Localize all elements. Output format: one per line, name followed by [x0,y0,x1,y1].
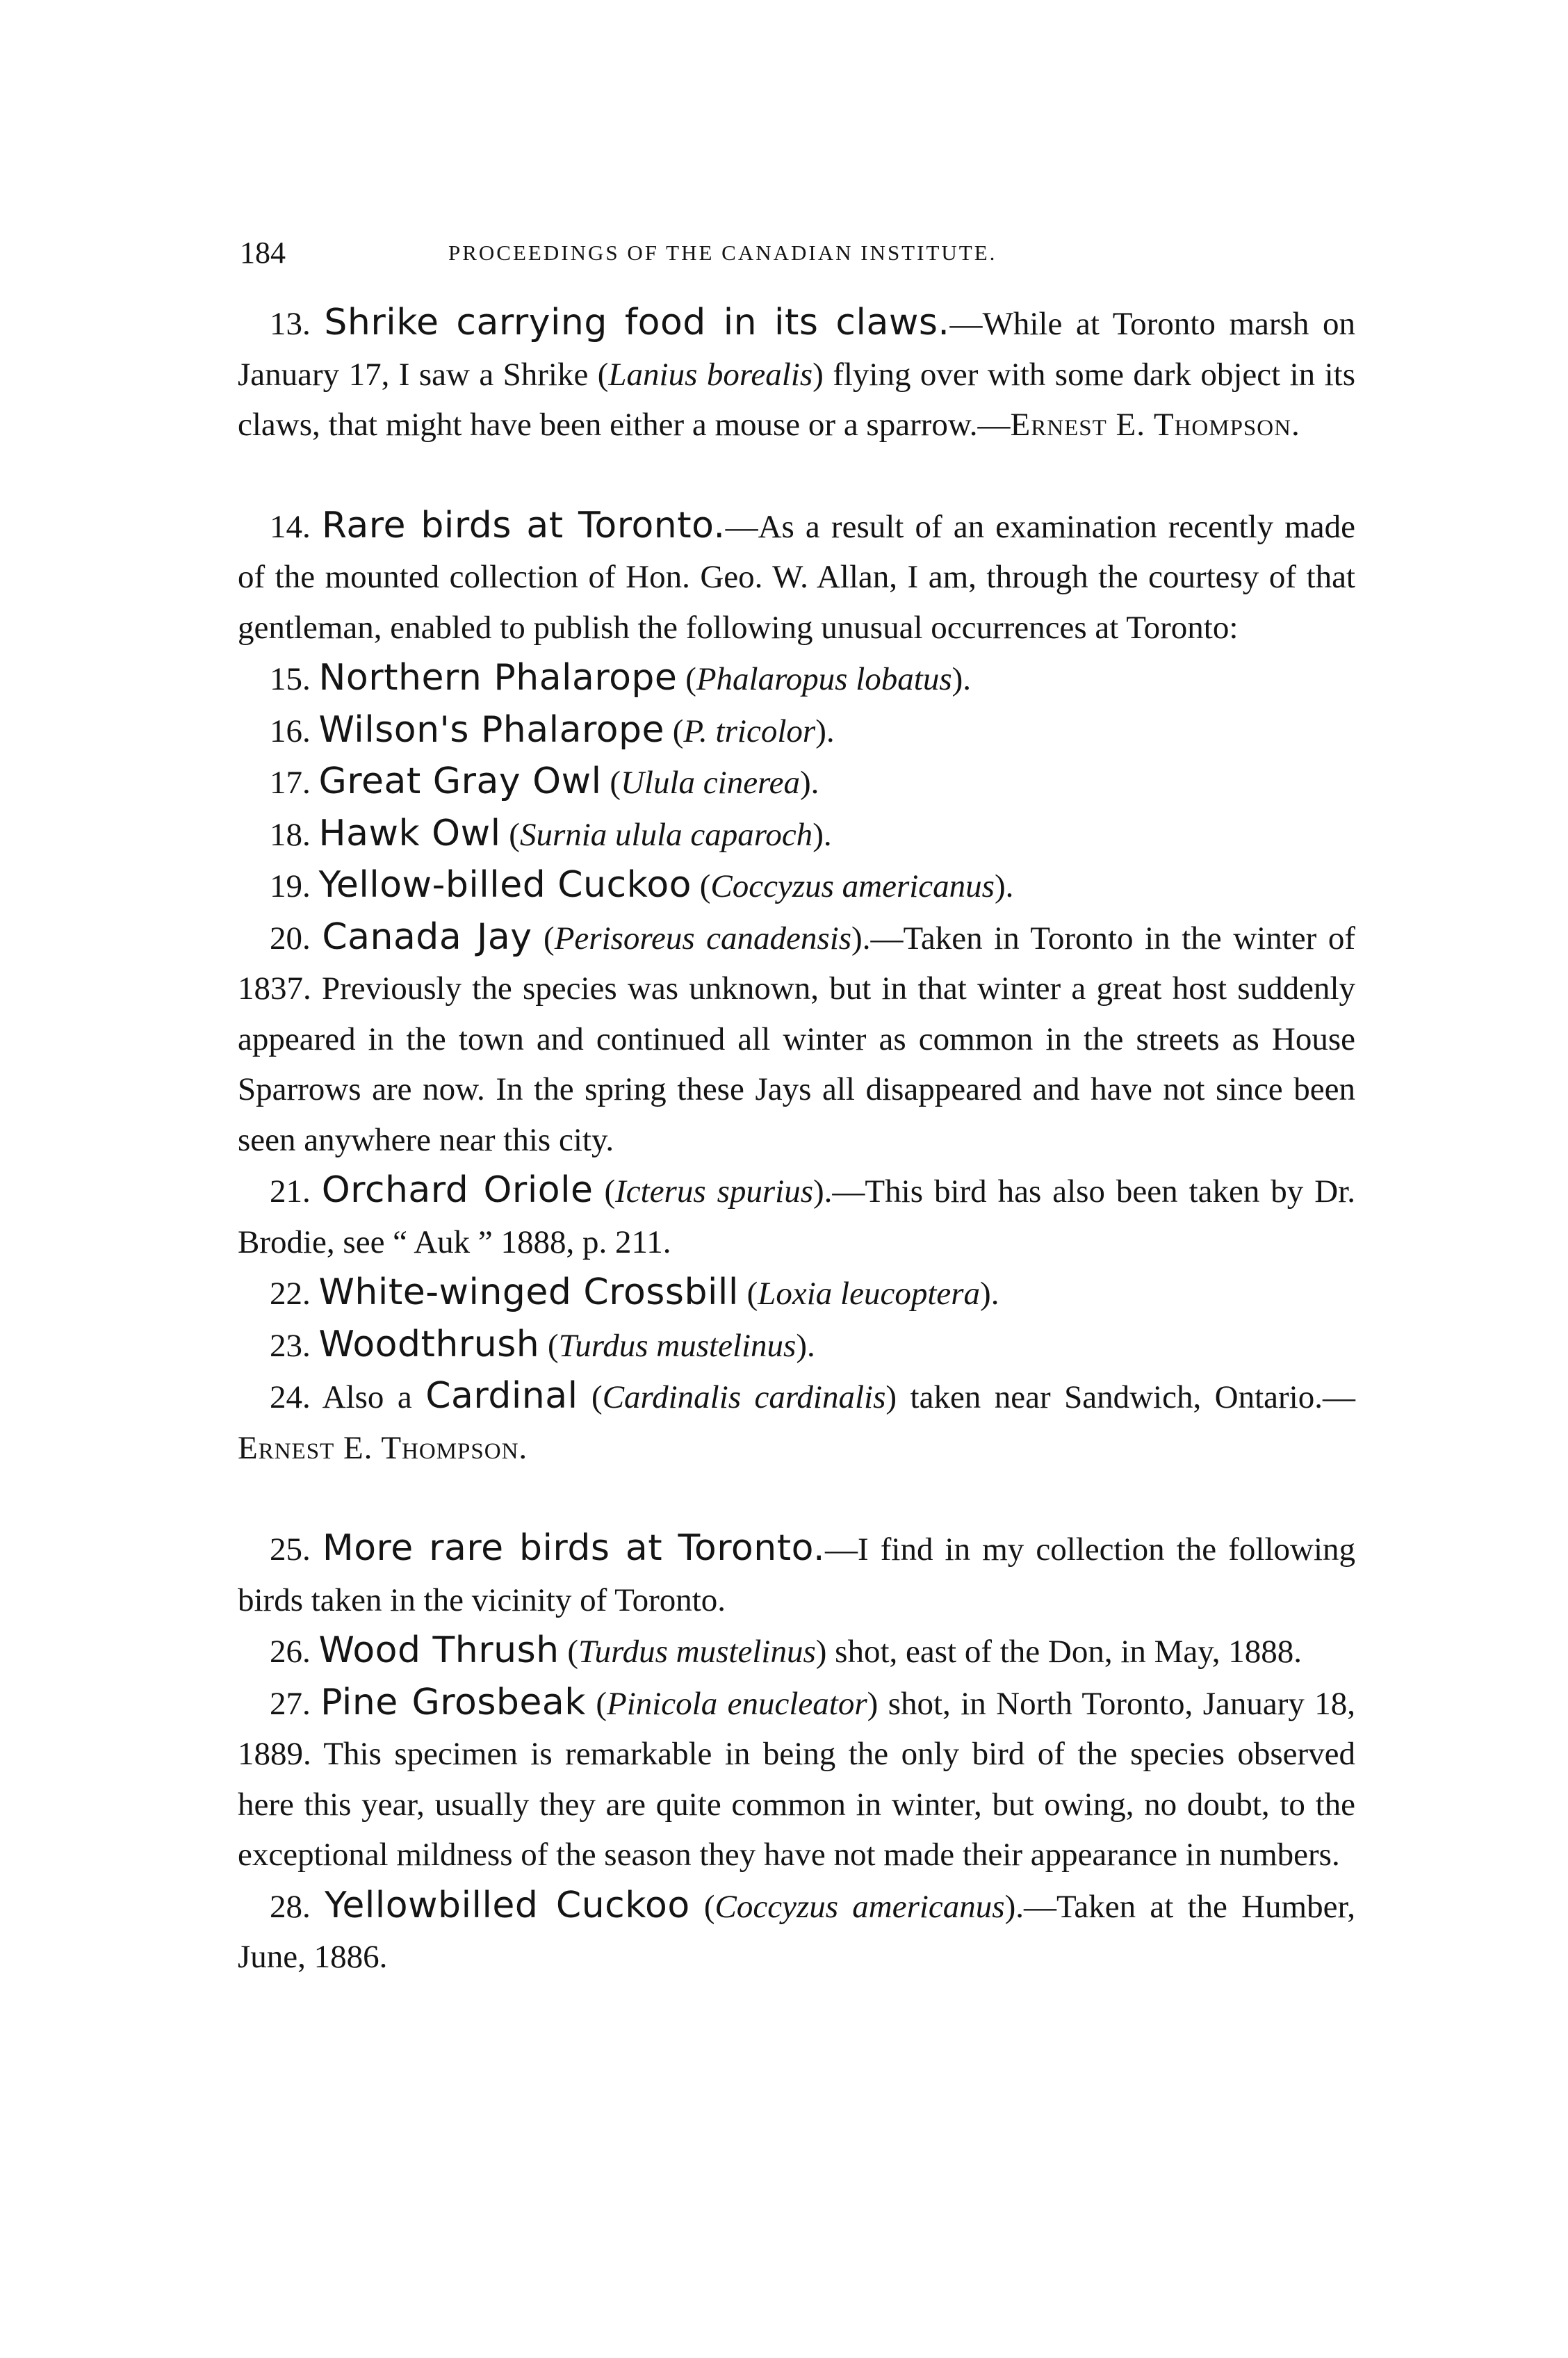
page-number: 184 [240,236,286,270]
entry-text: ) shot, east of the Don, in May, 1888. [815,1634,1302,1670]
latin-name: Cardinalis cardinalis [602,1379,886,1415]
entry-heading: Pine Grosbeak [320,1681,586,1723]
entry-heading: Canada Jay [322,916,532,958]
entry-27: 27. Pine Grosbeak (Pinicola enucleator) shot, in North Toronto, January 18, 1889. This specimen is remarkable in being the only bird of the species observed here this year, usually they are quite common in winter, but owing, no doubt, to the exceptional mildness of the season they have not made their appearance in numbers. [238,1681,1356,1873]
latin-name: Surnia ulula caparoch [519,816,813,853]
entry-number: 14. [270,508,311,545]
entry-text: ) shot, in North Toronto, January 18, 1889. This specimen is remarkable in being the only bird of the species observed here this year, usually they are quite common in winter, but owing, no doubt, to the exceptional mildness of the season they have not made their appearance in numbers. [238,1685,1356,1873]
entry-text: ) flying over with some dark object in its claws, that might have been either a mouse or a sparrow.— [238,356,1356,443]
entry-20: 20. Canada Jay (Perisoreus canadensis).—Taken in Toronto in the winter of 1837. Previously the species was unknown, but in that winter a great host suddenly appeared in the town and continued all winter as common in the streets as House Sparrows are now. In the spring these Jays all disappeared and have not since been seen anywhere near this city. [238,916,1355,1158]
author-signature: Ernest E. Thompson. [238,1429,528,1466]
entry-text: ). [812,816,832,853]
entry-26: 26. Wood Thrush (Turdus mustelinus) shot, east of the Don, in May, 1888. [270,1629,1302,1671]
entry-heading: Shrike carrying food in its claws. [324,302,950,343]
entry-number: 21. [270,1173,311,1210]
entry-number: 13. [270,306,311,342]
entry-22: 22. White-winged Crossbill (Loxia leucoptera). [270,1271,999,1313]
entry-16: 16. Wilson's Phalarope (P. tricolor). [270,708,835,751]
entry-text: —As a result of an examination recently made of the mounted collection of Hon. Geo. W. Allan, I am, through the courtesy of that gentleman, enabled to publish the following unusual occurrences at Toronto: [238,508,1355,646]
latin-name: Coccyzus americanus [710,868,995,904]
entry-number: 18. [270,816,311,853]
entry-heading: Wilson's Phalarope [318,708,664,751]
entry-text: ). [796,1327,815,1364]
entry-text: ). [799,765,819,801]
entry-23: 23. Woodthrush (Turdus mustelinus). [270,1323,815,1365]
entry-25 [238,1523,1355,1625]
entry-number: 25. [270,1531,311,1568]
entry-heading: Great Gray Owl [318,761,602,802]
author-signature: Ernest E. Thompson. [1010,407,1300,443]
entry-heading: More rare birds at Toronto. [322,1527,826,1569]
entry-number: 27. [270,1685,311,1722]
latin-name: Icterus spurius [615,1173,814,1210]
entry-number: 28. [270,1888,311,1925]
entry-number: 17. [270,765,311,801]
entry-heading: White-winged Crossbill [318,1271,739,1313]
entry-number: 23. [270,1327,311,1364]
entry-text: ).—This bird has also been taken by Dr. Brodie, see “ Auk ” 1888, p. 211. [238,1173,1356,1260]
latin-name: Pinicola enucleator [606,1685,867,1722]
entry-15: 15. Northern Phalarope (Phalaropus lobatus). [270,657,972,699]
entry-heading: Hawk Owl [318,812,501,854]
article-body [238,298,1355,1983]
entry-18: 18. Hawk Owl (Surnia ulula caparoch). [270,812,832,854]
journal-title: PROCEEDINGS OF THE CANADIAN INSTITUTE. [448,241,997,265]
latin-name: Coccyzus americanus [714,1888,1005,1925]
entry-13 [238,298,1355,450]
entry-heading: Orchard Oriole [321,1169,594,1211]
entry-text: ).—Taken at the Humber, June, 1886. [238,1888,1355,1975]
entry-heading: Cardinal [425,1375,578,1417]
latin-name: Turdus mustelinus [558,1327,797,1364]
entry-text: ). [815,713,835,749]
entry-text: ) taken near Sandwich, Ontario.— [885,1379,1355,1415]
entry-number: 22. [270,1276,311,1312]
entry-21: 21. Orchard Oriole (Icterus spurius).—This bird has also been taken by Dr. Brodie, see “ Auk ” 1888, p. 211. [238,1169,1356,1260]
entry-number: 16. [270,713,311,749]
latin-name: Turdus mustelinus [578,1634,816,1670]
entry-14 [238,501,1355,653]
entry-24: 24. Also a Cardinal (Cardinalis cardinalis) taken near Sandwich, Ontario.—Ernest E. Thompson. [238,1375,1355,1466]
entry-text: ). [952,661,972,697]
entry-heading: Yellow-billed Cuckoo [318,864,692,906]
running-head [240,235,1352,277]
entry-text: —While at Toronto marsh on January 17, I saw a Shrike ( [238,306,1356,393]
latin-name: Phalaropus lobatus [696,661,952,697]
entry-17: 17. Great Gray Owl (Ulula cinerea). [270,761,819,802]
latin-name: Perisoreus canadensis [554,920,852,957]
entry-heading: Woodthrush [318,1323,540,1365]
latin-name: Lanius borealis [608,356,813,393]
entry-number: 19. [270,868,311,904]
entry-number: 20. [270,920,311,957]
entry-number: 26. [270,1634,311,1670]
latin-name: Ulula cinerea [620,765,800,801]
entry-heading: Northern Phalarope [318,657,678,699]
entry-text: ).—Taken in Toronto in the winter of 1837. Previously the species was unknown, but in that winter a great host suddenly appeared in the town and continued all winter as common in the streets as House Sparrows are now. In the spring these Jays all disappeared and have not since been seen anywhere near this city. [238,920,1355,1158]
entry-text: ). [980,1276,999,1312]
entry-heading: Wood Thrush [318,1629,560,1671]
entry-heading: Yellowbilled Cuckoo [324,1884,690,1926]
entry-28: 28. Yellowbilled Cuckoo (Coccyzus americanus).—Taken at the Humber, June, 1886. [238,1884,1355,1975]
entry-heading: Rare birds at Toronto. [321,504,726,546]
entry-text: ). [994,868,1014,904]
latin-name: P. tricolor [683,713,816,749]
entry-text: Also a [322,1379,426,1415]
entry-text: —I find in my collection the following birds taken in the vicinity of Toronto. [238,1531,1356,1618]
latin-name: Loxia leucoptera [758,1276,981,1312]
entry-19: 19. Yellow-billed Cuckoo (Coccyzus americanus). [270,864,1014,906]
entry-number: 15. [270,661,311,697]
entry-number: 24. [270,1379,311,1415]
